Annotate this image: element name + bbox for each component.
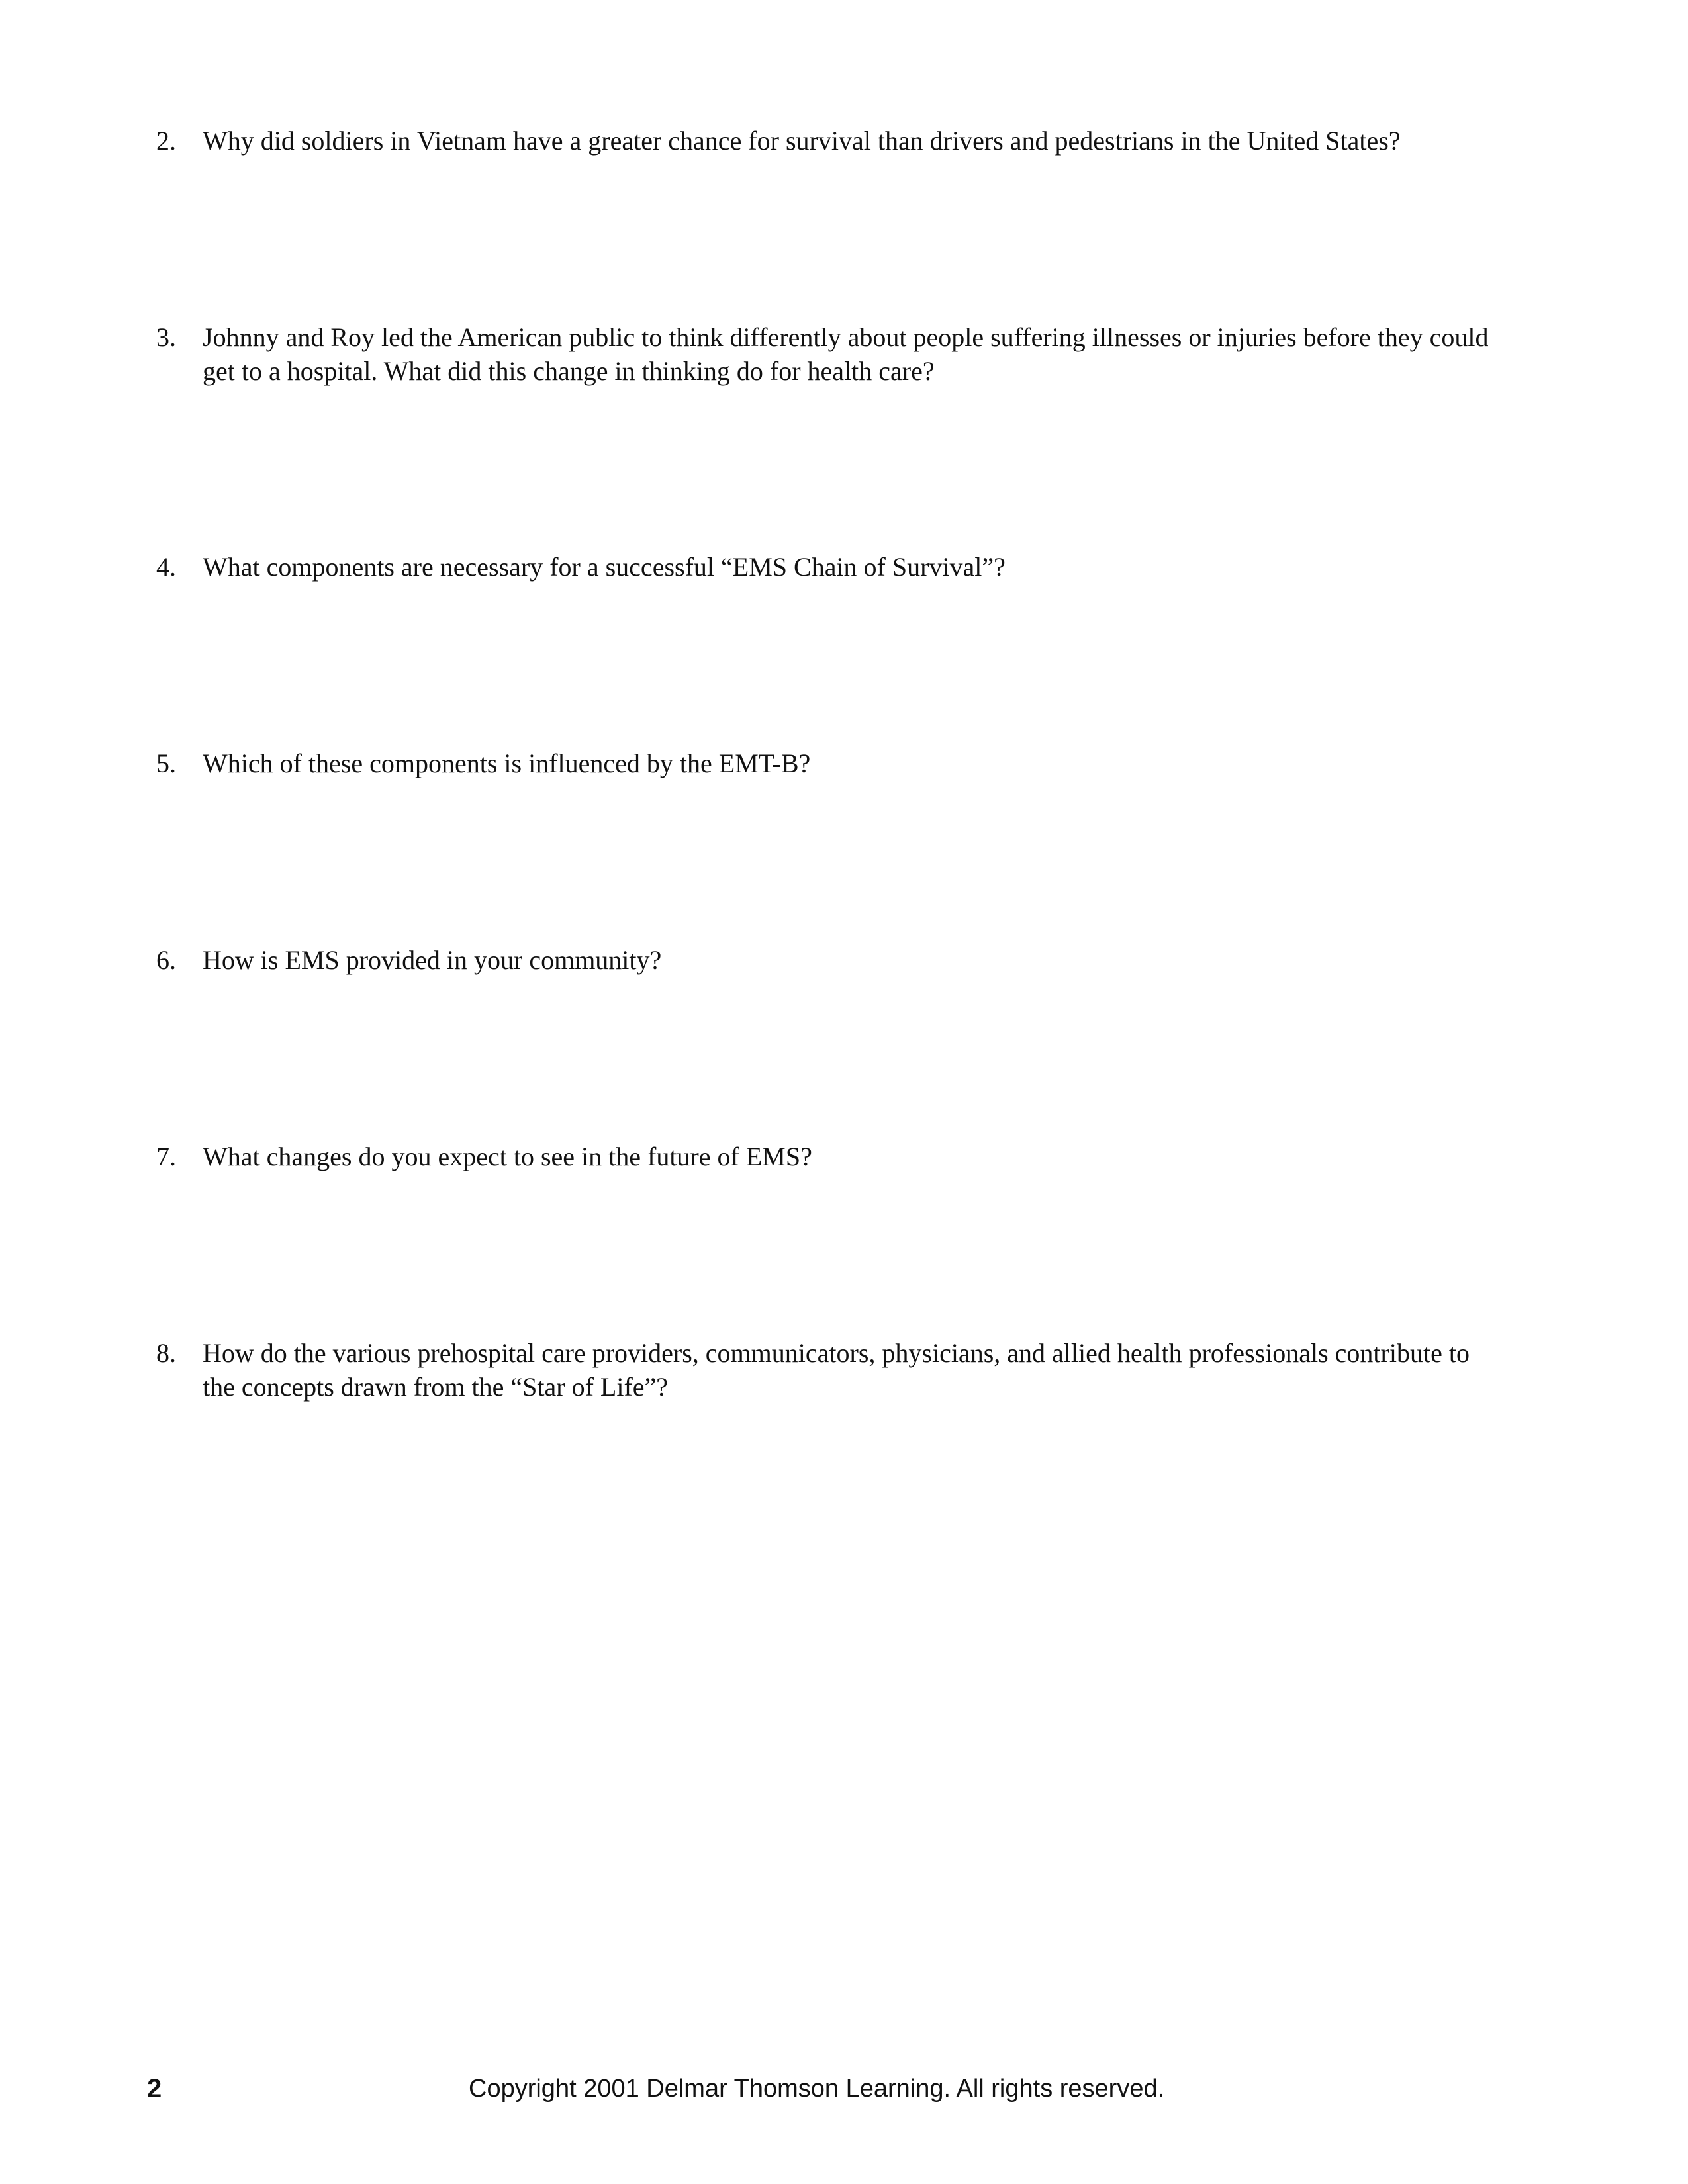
question-number: 6.	[156, 945, 176, 975]
copyright-notice: Copyright 2001 Delmar Thomson Learning. All rights reserved.	[469, 2075, 1165, 2103]
question-5	[156, 747, 1507, 780]
question-number: 2.	[156, 126, 176, 156]
question-number: 5.	[156, 749, 176, 778]
question-text: What changes do you expect to see in the future of EMS?	[203, 1142, 812, 1171]
question-number: 7.	[156, 1142, 176, 1171]
question-6	[156, 943, 1507, 977]
question-text: What components are necessary for a successful “EMS Chain of Survival”?	[203, 552, 1006, 582]
question-3	[156, 320, 1507, 388]
question-text: How is EMS provided in your community?	[203, 945, 662, 975]
question-number: 8.	[156, 1338, 176, 1368]
question-number: 3.	[156, 322, 176, 352]
question-text: Why did soldiers in Vietnam have a greater chance for survival than drivers and pedestrians in the United States?	[203, 126, 1401, 156]
question-7	[156, 1140, 1507, 1173]
question-4	[156, 550, 1507, 584]
question-number: 4.	[156, 552, 176, 582]
question-2	[156, 124, 1507, 158]
question-text: How do the various prehospital care providers, communicators, physicians, and allied health professionals contribute to the concepts drawn from the “Star of Life”?	[203, 1338, 1470, 1402]
page-number: 2	[147, 2074, 162, 2103]
question-text: Johnny and Roy led the American public to think differently about people suffering illnesses or injuries before they could get to a hospital. What did this change in thinking do for health care?	[203, 322, 1489, 386]
question-8	[156, 1336, 1507, 1404]
question-text: Which of these components is influenced by the EMT-B?	[203, 749, 811, 778]
